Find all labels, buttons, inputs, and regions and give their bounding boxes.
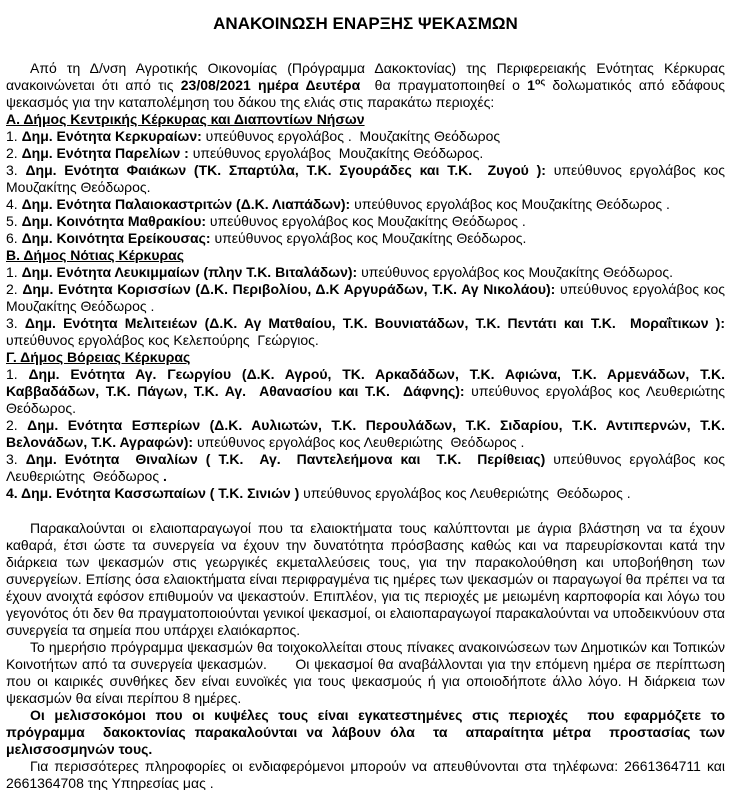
beekeepers-warning-paragraph: Οι μελισσοκόμοι που οι κυψέλες τους είναι εγκατεστημένες στις περιοχές που εφαρμόζετε το πρόγραμμα δακοκτονίας παρακαλούνται να λάβουν όλα τα απαραίτητα μέτρα προστασίας των μελισσοσμηνών τους.: [6, 707, 725, 757]
list-item-a3: [6, 162, 725, 196]
item-number: 5.: [6, 213, 22, 229]
municipal-unit-name: Δημ. Ενότητα Αγ. Γεωργίου (Δ.Κ. Αγρού, ΤΚ. Αρκαδάδων, Τ.Κ. Αφιώνα, Τ.Κ. Αρμενάδων, Τ.Κ. Καββαδάδων, Τ.Κ. Πάγων, Τ.Κ. Αγ. Αθανασίου και Τ.Κ. Δάφνης):: [6, 366, 725, 399]
list-item-a6: [6, 230, 725, 247]
contractor-info: υπεύθυνος εργολάβος κος Μουζακίτης Θεόδωρος .: [350, 196, 670, 212]
item-number: 4.: [6, 196, 22, 212]
municipal-unit-name: Δημ. Ενότητα Κορισσίων (Δ.Κ. Περιβολίου, Δ.Κ Αργυράδων, Τ.Κ. Αγ Νικολάου):: [22, 281, 556, 297]
contractor-info: υπεύθυνος εργολάβος . Μουζακίτης Θεόδωρος: [201, 128, 501, 144]
contractor-info: υπεύθυνος εργολάβος κος Κελεπούρης Γεώργιος.: [6, 332, 319, 348]
intro-text-pre: Από τη Δ/νση Αγροτικής Οικονομίας (Πρόγραμμα Δακοκτονίας) της Περιφερειακής Ενότητας Κέρκυρας ανακοινώνεται ότι από τις: [6, 60, 725, 93]
section-heading-central-corfu: Α. Δήμος Κεντρικής Κέρκυρας και Διαποντίων Νήσων: [6, 111, 365, 127]
list-item-a2: [6, 145, 725, 162]
municipal-unit-name: Δημ. Ενότητα Θιναλίων ( Τ.Κ. Αγ. Παντελεήμονα και Τ.Κ. Περίθειας): [25, 451, 546, 467]
phone-number-2: 2661364708: [6, 775, 84, 790]
item-number: 4.: [6, 485, 22, 501]
municipal-unit-name: Δημ. Ενότητα Κασσωπαίων ( Τ.Κ. Σινιών ): [21, 485, 300, 501]
item-number: 2.: [6, 145, 22, 161]
list-item-c4: [6, 485, 725, 502]
section-heading-north-corfu: Γ. Δήμος Βόρειας Κέρκυρας: [6, 349, 191, 365]
item-number: 6.: [6, 230, 22, 246]
list-item-a1: [6, 128, 725, 145]
list-item-b3: [6, 315, 725, 349]
spray-date: 23/08/2021 ημέρα Δευτέρα: [180, 77, 361, 93]
instructions-paragraph: Παρακαλούνται οι ελαιοπαραγωγοί που τα ελαιοκτήματα τους καλύπτονται με άγρια βλάστηση να τα έχουν καθαρά, έτσι ώστε τα συνεργεία να έχουν την δυνατότητα πρόσβασης καθώς και να παρευρίσκονται κατά την διάρκεια των ψεκασμών στις γεωργικές εκμεταλλεύσεις τους, για την παρακολούθηση και υποβοήθηση των συνεργείων. Επίσης όσα ελαιοκτήματα είναι περιφραγμένα τις ημέρες των ψεκασμών οι παραγωγοί θα πρέπει να τα έχουν ανοιχτά εφόσον επιθυμούν να ψεκαστούν. Επιπλέον, για τις περιοχές με μειωμένη καρποφορία και λόγω του γεγονότος ότι δεν θα πραγματοποιούνται γενικοί ψεκασμοί, οι ελαιοπαραγωγοί παρακαλούνται να υποδεικνύουν στα συνεργεία τα σημεία που υπάρχει ελαιόκαρπος.: [6, 520, 725, 638]
item-number: 3.: [6, 315, 25, 331]
contact-text-pre: Για περισσότερες πληροφορίες οι ενδιαφερόμενοι μπορούν να απευθύνονται στα τηλέφωνα:: [30, 758, 625, 774]
list-item-c2: [6, 417, 725, 451]
municipal-unit-name: Δημ. Ενότητα Εσπερίων (Δ.Κ. Αυλιωτών, Τ.Κ. Περουλάδων, Τ.Κ. Σιδαρίου, Τ.Κ. Αντιπερνών, Τ.Κ. Βελονάδων, Τ.Κ. Αγραφών):: [6, 417, 725, 450]
municipal-unit-name: Δημ. Κοινότητα Μαθρακίου:: [21, 213, 207, 229]
list-item-c3: [6, 451, 725, 485]
contractor-info: υπεύθυνος εργολάβος κος Μουζακίτης Θεόδωρος .: [6, 281, 725, 314]
schedule-paragraph: Το ημερήσιο πρόγραμμα ψεκασμών θα τοιχοκολλείται στους πίνακες ανακοινώσεων των Δημοτικών και Τοπικών Κοινοτήτων από τα συνεργεία ψεκασμών. Οι ψεκασμοί θα αναβάλλονται για την επόμενη ημέρα σε περίπτωση που οι καιρικές συνθήκες δεν είναι ευνοϊκές για τους ψεκασμούς ή για οποιοδήποτε άλλο λόγο. Η διάρκεια των ψεκασμών θα είναι περίπου 8 ημέρες.: [6, 639, 725, 706]
list-item-a5: [6, 213, 725, 230]
municipal-unit-name: Δημ. Ενότητα Λευκιμμαίων (πλην Τ.Κ. Βιταλάδων):: [21, 264, 358, 280]
contractor-info: υπεύθυνος εργολάβος κος Λευθεριώτης Θεόδωρος.: [6, 383, 725, 416]
item-number: 2.: [6, 281, 23, 297]
list-item-a4: [6, 196, 725, 213]
spray-ordinal-number: 1: [527, 77, 535, 93]
municipal-unit-name: Δημ. Ενότητα Κερκυραίων:: [21, 128, 202, 144]
list-item-b1: [6, 264, 725, 281]
intro-paragraph: [6, 60, 725, 111]
intro-text-post: δολωματικός από εδάφους ψεκασμός για την καταπολέμηση του δάκου της ελιάς στις παρακάτω περιοχές:: [6, 77, 725, 110]
item-number: 1.: [6, 264, 22, 280]
item-number: 2.: [6, 417, 28, 433]
contractor-info: υπεύθυνος εργολάβος Μουζακίτης Θεόδωρος.: [188, 145, 484, 161]
item-end-mark: .: [159, 468, 167, 484]
contractor-info: υπεύθυνος εργολάβος κος Μουζακίτης Θεόδωρος.: [357, 264, 674, 280]
municipal-unit-name: Δημ. Ενότητα Παρελίων :: [21, 145, 189, 161]
phone-number-1: 2661364711: [624, 758, 701, 774]
intro-text-mid: θα πραγματοποιηθεί ο: [360, 77, 528, 93]
municipal-unit-name: Δημ. Ενότητα Παλαιοκαστριτών (Δ.Κ. Λιαπάδων):: [21, 196, 351, 212]
spray-ordinal-suffix: ος: [534, 76, 546, 87]
contractor-info: υπεύθυνος εργολάβος κος Μουζακίτης Θεόδωρος.: [6, 162, 725, 195]
municipal-unit-name: Δημ. Ενότητα Φαιάκων (ΤΚ. Σπαρτύλα, Τ.Κ. Σγουράδες και Τ.Κ. Ζυγού ):: [25, 162, 546, 178]
item-number: 1.: [6, 128, 22, 144]
item-number: 3.: [6, 162, 26, 178]
contractor-info: υπεύθυνος εργολάβος κος Λευθεριώτης Θεόδωρος: [6, 451, 725, 484]
section-heading-south-corfu: Β. Δήμος Νότιας Κέρκυρας: [6, 247, 185, 263]
municipal-unit-name: Δημ. Κοινότητα Ερείκουσας:: [21, 230, 211, 246]
municipal-unit-name: Δημ. Ενότητα Μελιτειέων (Δ.Κ. Αγ Ματθαίου, Τ.Κ. Βουνιατάδων, Τ.Κ. Πεντάτι και Τ.Κ. Μοραΐτικων ):: [24, 315, 725, 331]
contractor-info: υπεύθυνος εργολάβος κος Μουζακίτης Θεόδωρος .: [206, 213, 526, 229]
contact-text-mid: και: [700, 758, 725, 774]
contact-paragraph: [6, 758, 725, 790]
list-item-c1: [6, 366, 725, 417]
item-number: 1.: [6, 366, 29, 382]
item-number: 3.: [6, 451, 26, 467]
list-item-b2: [6, 281, 725, 315]
contact-text-post: της Υπηρεσίας μας .: [83, 775, 214, 790]
contractor-info: υπεύθυνος εργολάβος κος Λευθεριώτης Θεόδωρος .: [299, 485, 631, 501]
announcement-title: ΑΝΑΚΟΙΝΩΣΗ ΕΝΑΡΞΗΣ ΨΕΚΑΣΜΩΝ: [213, 14, 518, 33]
contractor-info: υπεύθυνος εργολάβος κος Μουζακίτης Θεόδωρος.: [210, 230, 527, 246]
contractor-info: υπεύθυνος εργολάβος κος Λευθεριώτης Θεόδωρος .: [193, 434, 525, 450]
